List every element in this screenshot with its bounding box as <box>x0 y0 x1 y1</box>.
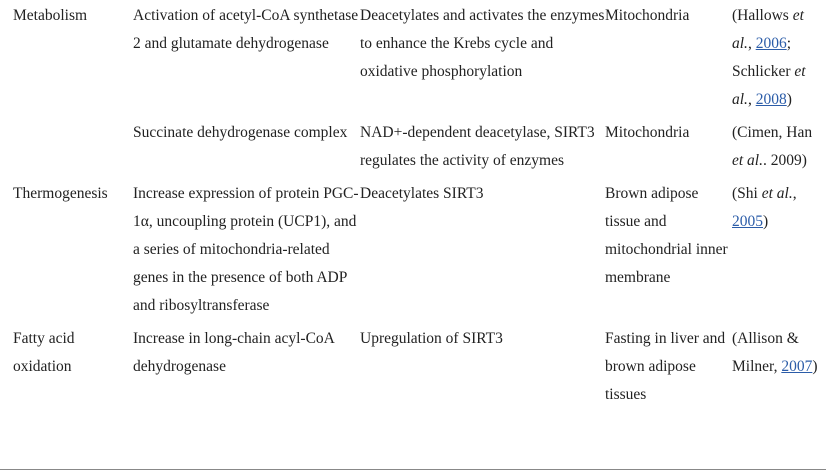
reference-author: Schlicker <box>732 63 791 80</box>
location-cell: Mitochondria <box>605 124 690 141</box>
reference-etal: et al. <box>732 63 806 108</box>
target-cell: Activation of acetyl-CoA synthetase 2 and glutamate dehydrogenase <box>133 7 359 52</box>
reference-year-link[interactable]: 2006 <box>755 35 787 52</box>
reference-cell: (Shi et al., 2005) <box>732 185 797 230</box>
reference-author: Cimen, Han <box>737 124 813 141</box>
reference-year-link[interactable]: 2007 <box>781 358 813 375</box>
table-row <box>0 114 826 175</box>
reference-cell: (Hallows et al., 2006; Schlicker et al., 2008) <box>732 7 806 108</box>
location-cell: Brown adipose tissue and mitochondrial inner membrane <box>605 185 728 286</box>
process-cell: Metabolism <box>13 7 88 24</box>
target-cell: Succinate dehydrogenase complex <box>133 124 348 141</box>
mechanism-cell: Deacetylates and activates the enzymes to enhance the Krebs cycle and oxidative phosphorylation <box>360 7 605 80</box>
mechanism-cell: NAD+-dependent deacetylase, SIRT3 regulates the activity of enzymes <box>360 124 595 169</box>
reference-year: 2009 <box>770 152 802 169</box>
process-cell: Thermogenesis <box>13 185 108 202</box>
target-cell: Increase in long-chain acyl-CoA dehydrogenase <box>133 330 334 375</box>
reference-cell: (Cimen, Han et al.. 2009) <box>732 124 813 169</box>
process-cell <box>0 114 133 175</box>
reference-cell: (Allison & Milner, 2007) <box>732 330 818 375</box>
reference-etal: et al. <box>732 7 804 52</box>
location-cell: Mitochondria <box>605 7 690 24</box>
reference-author: Hallows <box>737 7 789 24</box>
mechanism-cell: Deacetylates SIRT3 <box>360 185 484 202</box>
reference-year-link[interactable]: 2005 <box>732 213 763 230</box>
table-row <box>0 320 826 409</box>
sirt3-function-table <box>0 2 826 409</box>
target-cell: Increase expression of protein PGC-1α, uncoupling protein (UCP1), and a series of mitochondria-related genes in the presence of both ADP and ribosyltransferase <box>133 185 359 314</box>
reference-etal: et al. <box>761 185 793 202</box>
table-row <box>0 2 826 114</box>
reference-author: Shi <box>737 185 758 202</box>
reference-year-link[interactable]: 2008 <box>755 91 787 108</box>
reference-author: Allison & Milner <box>732 330 799 375</box>
table-bottom-rule <box>0 469 826 470</box>
process-cell: Fatty acid oxidation <box>13 330 75 375</box>
reference-etal: et al. <box>732 152 763 169</box>
mechanism-cell: Upregulation of SIRT3 <box>360 330 503 347</box>
location-cell: Fasting in liver and brown adipose tissues <box>605 330 726 403</box>
table-row <box>0 175 826 320</box>
